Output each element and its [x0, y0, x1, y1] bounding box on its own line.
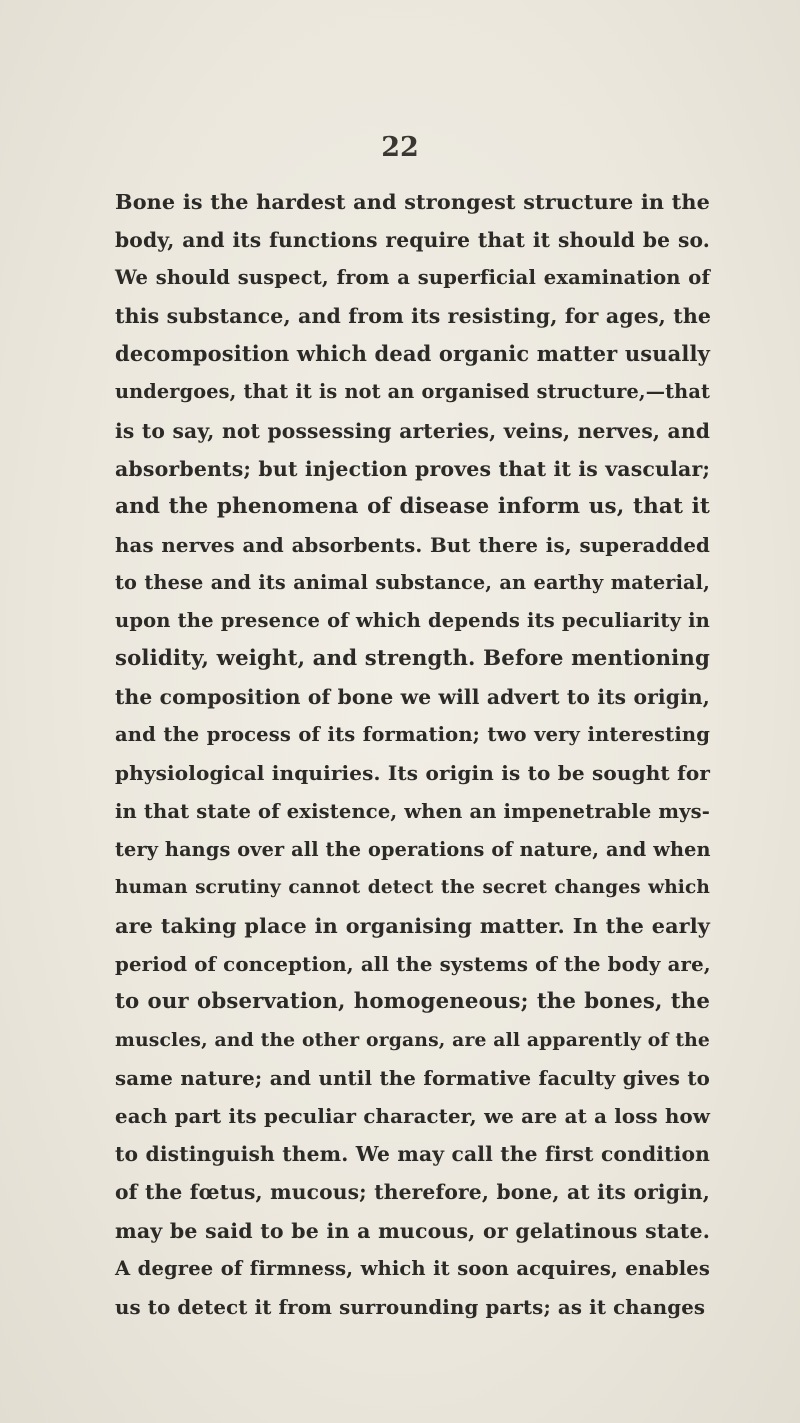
text-line-12: upon the presence of which depends its peculiarity in: [115, 609, 710, 633]
text-line-19: human scrutiny cannot detect the secret changes which: [115, 876, 710, 898]
text-line-17: in that state of existence, when an impenetrable mys-: [115, 799, 710, 823]
text-line-16: physiological inquiries. Its origin is to be sought for: [115, 761, 710, 786]
text-line-25: each part its peculiar character, we are at a loss how: [115, 1104, 710, 1129]
text-line-26: to distinguish them. We may call the first condition: [115, 1142, 710, 1167]
text-line-2: body, and its functions require that it should be so.: [115, 228, 710, 253]
text-line-6: undergoes, that it is not an organised structure,—that: [115, 380, 710, 404]
text-line-14: the composition of bone we will advert to its origin,: [115, 685, 710, 710]
text-line-28: may be said to be in a mucous, or gelatinous state.: [115, 1218, 710, 1243]
text-line-30: us to detect it from surrounding parts; as it changes: [115, 1294, 706, 1319]
text-line-15: and the process of its formation; two very interesting: [115, 723, 710, 747]
text-line-21: period of conception, all the systems of the body are,: [115, 951, 711, 976]
text-line-5: decomposition which dead organic matter usually: [115, 341, 710, 367]
text-line-13: solidity, weight, and strength. Before mentioning: [115, 646, 710, 672]
text-line-4: this substance, and from its resisting, for ages, the: [115, 304, 712, 329]
text-line-24: same nature; and until the formative faculty gives to: [115, 1066, 710, 1091]
text-line-27: of the fœtus, mucous; therefore, bone, at its origin,: [115, 1180, 710, 1205]
body-text: [115, 183, 710, 1326]
text-line-20: are taking place in organising matter. In the early: [115, 913, 710, 938]
page-number: 22: [381, 132, 419, 163]
text-line-22: to our observation, homogeneous; the bones, the: [115, 988, 710, 1014]
text-line-11: to these and its animal substance, an earthy material,: [115, 570, 710, 594]
text-line-7: is to say, not possessing arteries, veins, nerves, and: [115, 418, 710, 443]
text-line-1: Bone is the hardest and strongest structure in the: [115, 190, 710, 214]
text-line-29: A degree of firmness, which it soon acquires, enables: [115, 1256, 710, 1280]
text-line-10: has nerves and absorbents. But there is, superadded: [115, 532, 710, 557]
text-line-3: We should suspect, from a superficial examination of: [115, 266, 710, 290]
text-line-9: and the phenomena of disease inform us, that it: [115, 493, 710, 519]
text-line-23: muscles, and the other organs, are all apparently of the: [115, 1029, 710, 1052]
text-line-8: absorbents; but injection proves that it is vascular;: [115, 456, 711, 481]
text-line-18: tery hangs over all the operations of nature, and when: [115, 837, 711, 861]
